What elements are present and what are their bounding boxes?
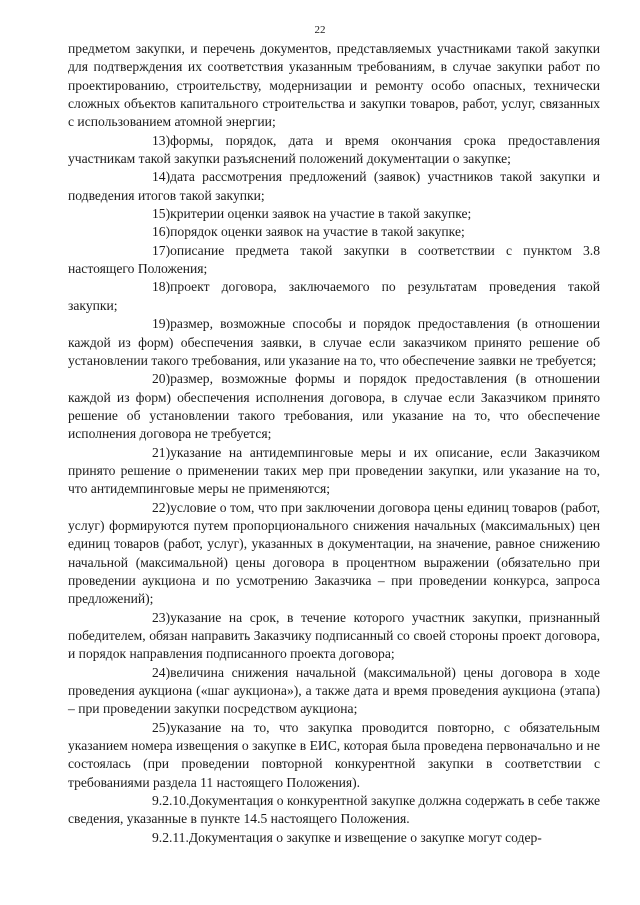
item-number: 23) <box>152 609 171 625</box>
item-number: 25) <box>152 719 171 735</box>
section-paragraph <box>68 792 600 829</box>
page-number: 22 <box>314 24 326 36</box>
document-body <box>68 40 600 847</box>
list-item <box>68 168 600 205</box>
section-text: Документация о конкурентной закупке должна содержать в себе также сведения, указанные в пункте 14.5 настоящего Положения. <box>68 793 600 827</box>
list-item <box>68 223 600 241</box>
item-number: 19) <box>152 316 171 332</box>
list-item <box>68 444 600 499</box>
list-item <box>68 664 600 719</box>
item-text: критерии оценки заявок на участие в такой закупке; <box>170 206 472 222</box>
item-number: 13) <box>152 132 171 148</box>
list-item <box>68 499 600 609</box>
item-text: размер, возможные способы и порядок предоставления (в отношении каждой из форм) обеспечения заявки, в случае если заказчиком принято решение об установлении такого требования, или указание на то, что обеспечение заявки не требуется; <box>68 316 600 368</box>
item-text: проект договора, заключаемого по результатам проведения такой закупки; <box>68 279 600 313</box>
list-item <box>68 370 600 443</box>
item-number: 22) <box>152 499 171 515</box>
item-text: условие о том, что при заключении договора цены единиц товаров (работ, услуг) формируются путем пропорционального снижения начальных (максимальных) цен единиц товаров (работ, услуг), указанных в документации, на значение, равное снижению начальной (максимальной) цены договора в процентном выражении (обязательно при проведении аукциона и по усмотрению Заказчика – при проведении конкурса, запроса предложений); <box>68 499 600 607</box>
item-number: 16) <box>152 224 171 240</box>
item-number: 24) <box>152 664 171 680</box>
section-text: Документация о закупке и извещение о закупке могут содер- <box>188 829 542 845</box>
item-text: указание на срок, в течение которого участник закупки, признанный победителем, обязан направить Заказчику подписанный со своей стороны проект договора, и порядок направления подписанного проекта договора; <box>68 609 600 662</box>
item-text: указание на то, что закупка проводится повторно, с обязательным указанием номера извещения о закупке в ЕИС, которая была проведена первоначально и не состоялась (при проведении повторной конкурентной закупки в соответствии с требованиями раздела 11 настоящего Положения). <box>68 719 600 790</box>
section-number: 9.2.10. <box>152 793 190 809</box>
item-text: указание на антидемпинговые меры и их описание, если Заказчиком принято решение о применении таких мер при проведении закупки, или указание на то, что антидемпинговые меры не применяются; <box>68 444 600 497</box>
list-item <box>68 278 600 315</box>
item-number: 20) <box>152 371 171 387</box>
list-item <box>68 315 600 370</box>
list-item <box>68 205 600 223</box>
item-number: 18) <box>152 279 171 295</box>
item-number: 21) <box>152 444 171 460</box>
list-item <box>68 132 600 169</box>
item-text: дата рассмотрения предложений (заявок) участников такой закупки и подведения итогов такой закупки; <box>68 169 600 203</box>
item-text: описание предмета такой закупки в соответствии с пунктом 3.8 настоящего Положения; <box>68 242 600 277</box>
item-number: 17) <box>152 242 171 258</box>
list-item <box>68 719 600 792</box>
item-text: величина снижения начальной (максимальной) цены договора в ходе проведения аукциона («шаг аукциона»), а также дата и время проведения аукциона (этапа) – при проведении закупки посредством аукциона; <box>68 664 600 717</box>
item-text: формы, порядок, дата и время окончания срока предоставления участникам такой закупки разъяснений положений документации о закупке; <box>68 132 600 167</box>
section-number: 9.2.11. <box>152 829 189 845</box>
section-paragraph <box>68 829 600 847</box>
list-item <box>68 609 600 664</box>
item-number: 14) <box>152 169 171 185</box>
list-item <box>68 242 600 279</box>
item-text: порядок оценки заявок на участие в такой закупке; <box>170 224 465 240</box>
item-text: размер, возможные формы и порядок предоставления (в отношении каждой из форм) обеспечения исполнения договора, в случае если Заказчиком принято решение об установлении такого требования, или указание на то, что обеспечение исполнения договора не требуется; <box>68 371 600 442</box>
item-number: 15) <box>152 206 171 222</box>
intro-paragraph: предметом закупки, и перечень документов, представляемых участниками такой закупки для подтверждения их соответствия указанным требованиям, в случае закупки работ по проектированию, строительству, модернизации и ремонту особо опасных, технически сложных объектов капитального строительства и закупки товаров, работ, услуг, связанных с использованием атомной энергии; <box>68 41 600 130</box>
